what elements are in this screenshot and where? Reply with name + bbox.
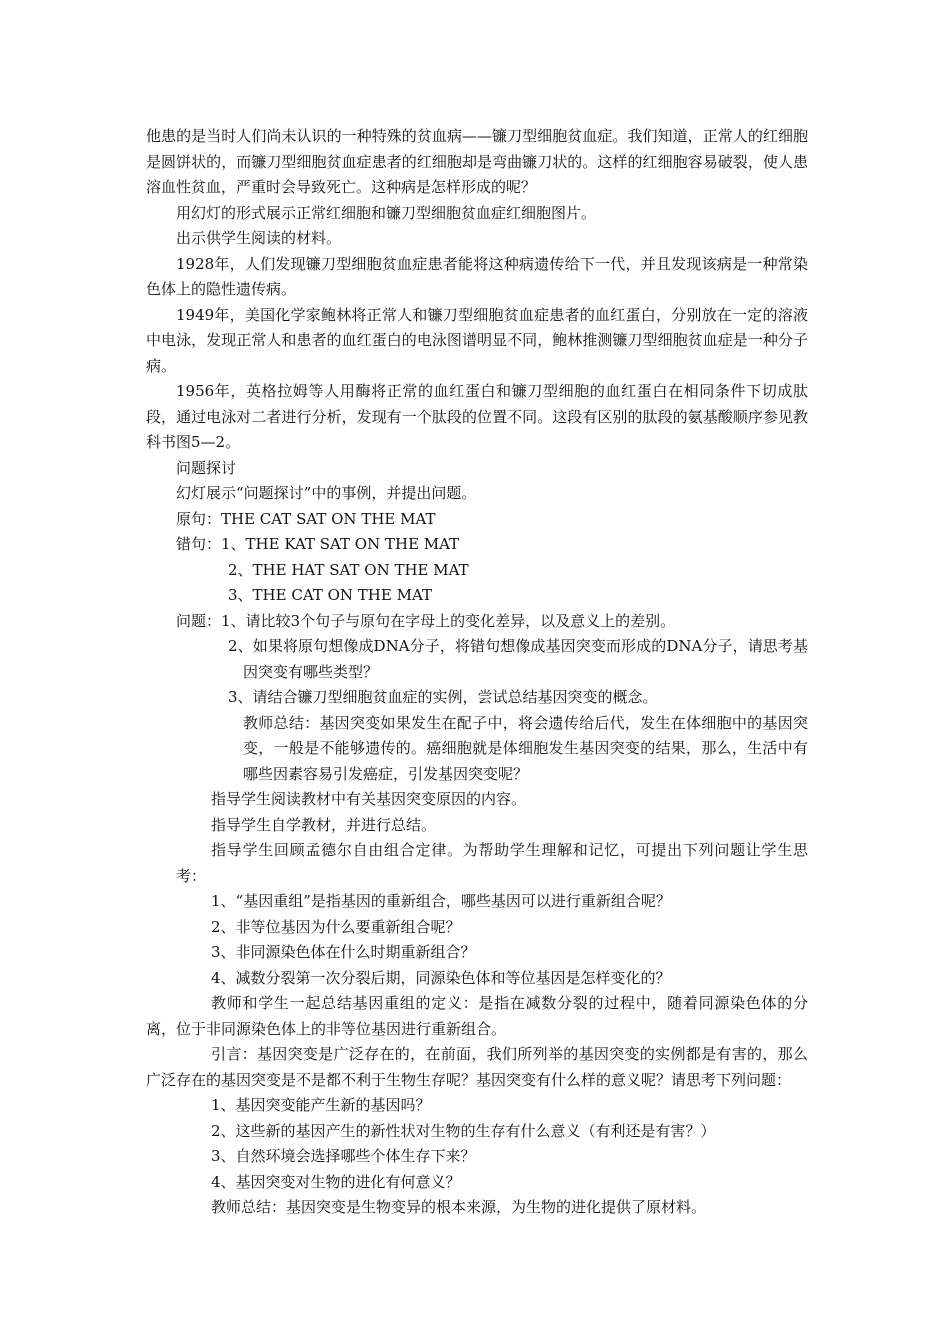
recombination-question-2: 2、非等位基因为什么要重新组合呢？ bbox=[211, 917, 461, 936]
recombination-question-1: 1、“基因重组”是指基因的重新组合，哪些基因可以进行重新组合呢？ bbox=[211, 892, 671, 910]
paragraph-1949: 1949年，美国化学家鲍林将正常人和镰刀型细胞贫血症患者的血红蛋白，分别放在一定的溶液中电泳，发现正常人和患者的血红蛋白的电泳图谱明显不同，鲍林推测镰刀型细胞贫血症是一种分子病。 bbox=[146, 305, 808, 375]
paragraph-1956: 1956年，英格拉姆等人用酶将正常的血红蛋白和镰刀型细胞的血红蛋白在相同条件下切成肽段，通过电泳对二者进行分析，发现有一个肽段的位置不同。这段有区别的肽段的氨基酸顺序参见教科书图5—2。 bbox=[146, 382, 808, 451]
guide-self-study: 指导学生自学教材，并进行总结。 bbox=[211, 815, 437, 834]
guide-reading: 指导学生阅读教材中有关基因突变原因的内容。 bbox=[211, 790, 527, 808]
wrong-sentence-2: 2、THE HAT SAT ON THE MAT bbox=[228, 560, 469, 579]
wrong-sentence-1: 错句：1、THE KAT SAT ON THE MAT bbox=[176, 535, 460, 553]
paragraph-1928: 1928年，人们发现镰刀型细胞贫血症患者能将这种病遗传给下一代，并且发现该病是一种常染色体上的隐性遗传病。 bbox=[146, 254, 808, 298]
teacher-summary-evolution: 教师总结：基因突变是生物变异的根本来源，为生物的进化提供了原材料。 bbox=[211, 1198, 707, 1216]
question-1: 问题：1、请比较3个句子与原句在字母上的变化差异，以及意义上的差别。 bbox=[176, 611, 676, 630]
significance-question-1: 1、基因突变能产生新的基因吗？ bbox=[211, 1096, 431, 1114]
recombination-question-4: 4、减数分裂第一次分裂后期，同源染色体和等位基因是怎样变化的？ bbox=[211, 968, 671, 987]
paragraph-slide-problem: 幻灯展示“问题探讨”中的事例，并提出问题。 bbox=[176, 484, 477, 502]
heading-problem-discussion: 问题探讨 bbox=[176, 458, 237, 477]
question-3: 3、请结合镰刀型细胞贫血症的实例，尝试总结基因突变的概念。 bbox=[228, 688, 658, 706]
original-sentence: 原句：THE CAT SAT ON THE MAT bbox=[176, 509, 436, 528]
significance-question-4: 4、基因突变对生物的进化有何意义？ bbox=[211, 1172, 461, 1191]
guide-mendel: 指导学生回顾孟德尔自由组合定律。为帮助学生理解和记忆，可提出下列问题让学生思考： bbox=[176, 841, 808, 885]
document-body bbox=[146, 124, 808, 1221]
significance-question-3: 3、自然环境会选择哪些个体生存下来？ bbox=[211, 1147, 476, 1165]
recombination-definition: 教师和学生一起总结基因重组的定义：是指在减数分裂的过程中，随着同源染色体的分离，位于非同源染色体上的非等位基因进行重新组合。 bbox=[146, 994, 808, 1038]
teacher-summary-mutation: 教师总结：基因突变如果发生在配子中，将会遗传给后代，发生在体细胞中的基因突变，一般是不能够遗传的。癌细胞就是体细胞发生基因突变的结果，那么，生活中有哪些因素容易引发癌症，引发基因突变呢？ bbox=[243, 713, 808, 783]
wrong-sentence-3: 3、THE CAT ON THE MAT bbox=[228, 586, 432, 604]
recombination-question-3: 3、非同源染色体在什么时期重新组合？ bbox=[211, 943, 476, 961]
significance-question-2: 2、这些新的基因产生的新性状对生物的生存有什么意义（有利还是有害？） bbox=[211, 1121, 716, 1140]
paragraph-sickle-cell-intro: 他患的是当时人们尚未认识的一种特殊的贫血病——镰刀型细胞贫血症。我们知道，正常人的红细胞是圆饼状的，而镰刀型细胞贫血症患者的红细胞却是弯曲镰刀状的。这样的红细胞容易破裂，使人患溶血性贫血，严重时会导致死亡。这种病是怎样形成的呢？ bbox=[146, 127, 808, 196]
paragraph-reading-material: 出示供学生阅读的材料。 bbox=[176, 229, 342, 247]
paragraph-introduction: 引言：基因突变是广泛存在的，在前面，我们所列举的基因突变的实例都是有害的，那么广泛存在的基因突变是不是都不利于生物生存呢？基因突变有什么样的意义呢？请思考下列问题： bbox=[146, 1045, 808, 1089]
paragraph-slide-show: 用幻灯的形式展示正常红细胞和镰刀型细胞贫血症红细胞图片。 bbox=[176, 203, 597, 222]
question-2: 2、如果将原句想像成DNA分子，将错句想像成基因突变而形成的DNA分子，请思考基因突变有哪些类型？ bbox=[228, 637, 808, 681]
